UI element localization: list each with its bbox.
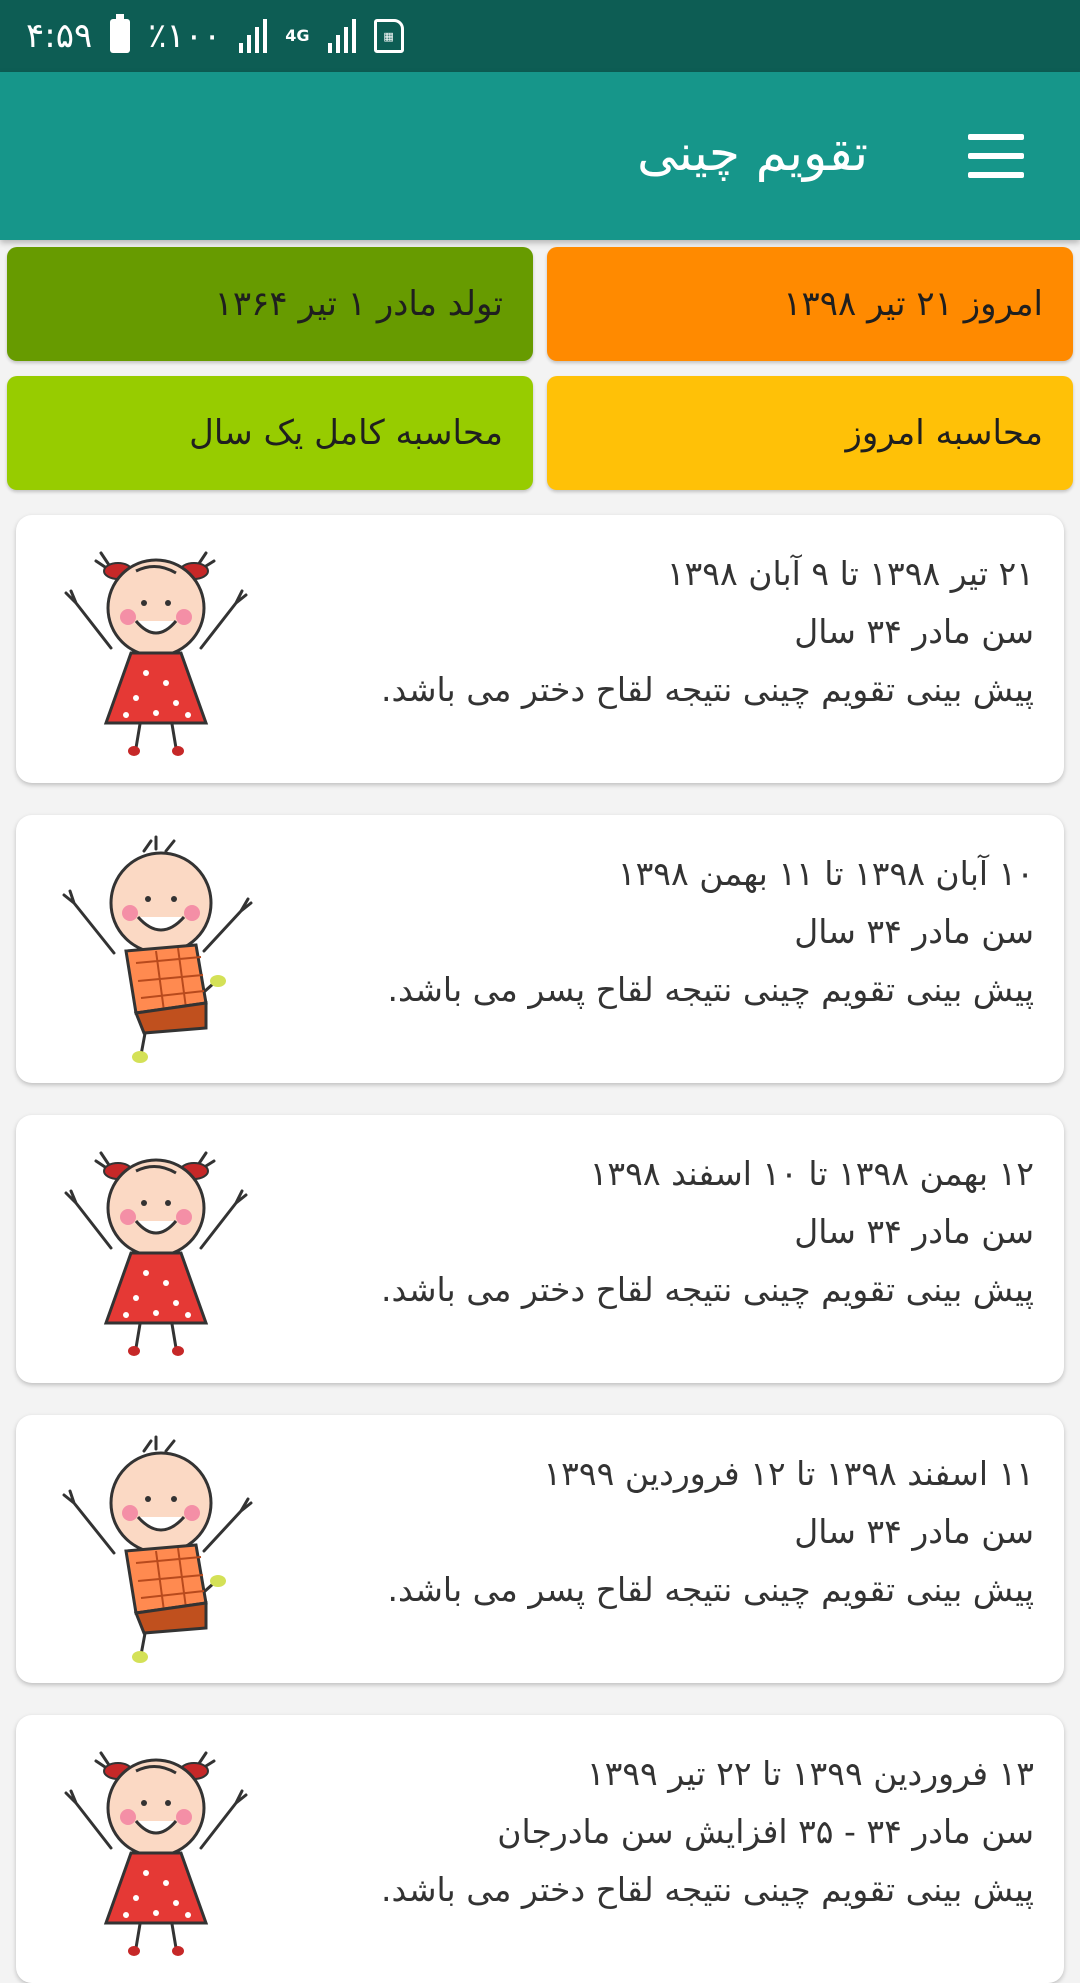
battery-icon	[110, 19, 130, 53]
boy-icon	[56, 833, 256, 1063]
network-type: 4G	[285, 26, 310, 45]
girl-icon	[56, 1133, 256, 1363]
signal-icon-2	[328, 19, 356, 53]
prediction-text: پیش بینی تقویم چینی نتیجه لقاح دختر می باشد.	[381, 1270, 1034, 1309]
calculate-today-button[interactable]: محاسبه امروز	[547, 376, 1073, 490]
status-bar	[0, 0, 1080, 72]
mother-age: سن مادر ۳۴ - ۳۵ افزایش سن مادرجان	[497, 1812, 1034, 1851]
prediction-text: پیش بینی تقویم چینی نتیجه لقاح دختر می باشد.	[381, 670, 1034, 709]
app-bar	[0, 72, 1080, 240]
status-time: ۴:۵۹	[26, 16, 93, 56]
sim-card-icon: ▦	[374, 19, 404, 53]
result-card[interactable]	[16, 1115, 1064, 1383]
girl-icon	[56, 533, 256, 763]
date-range: ۱۱ اسفند ۱۳۹۸ تا ۱۲ فروردین ۱۳۹۹	[543, 1454, 1034, 1493]
date-range: ۱۰ آبان ۱۳۹۸ تا ۱۱ بهمن ۱۳۹۸	[617, 854, 1034, 893]
boy-icon	[56, 1433, 256, 1663]
prediction-text: پیش بینی تقویم چینی نتیجه لقاح دختر می باشد.	[381, 1870, 1034, 1909]
calculate-full-year-button[interactable]: محاسبه کامل یک سال	[7, 376, 533, 490]
hamburger-menu-icon[interactable]	[968, 134, 1024, 178]
signal-icon	[239, 19, 267, 53]
girl-icon	[56, 1733, 256, 1963]
prediction-text: پیش بینی تقویم چینی نتیجه لقاح پسر می باشد.	[387, 1570, 1034, 1609]
date-range: ۱۲ بهمن ۱۳۹۸ تا ۱۰ اسفند ۱۳۹۸	[589, 1154, 1034, 1193]
mother-age: سن مادر ۳۴ سال	[794, 612, 1034, 651]
battery-level: ٪۱۰۰	[148, 16, 222, 56]
mother-age: سن مادر ۳۴ سال	[794, 1212, 1034, 1251]
mother-birth-tile[interactable]: تولد مادر ۱ تیر ۱۳۶۴	[7, 247, 533, 361]
mother-age: سن مادر ۳۴ سال	[794, 1512, 1034, 1551]
result-card[interactable]	[16, 1415, 1064, 1683]
mother-age: سن مادر ۳۴ سال	[794, 912, 1034, 951]
today-date-tile[interactable]: امروز ۲۱ تیر ۱۳۹۸	[547, 247, 1073, 361]
prediction-text: پیش بینی تقویم چینی نتیجه لقاح پسر می باشد.	[387, 970, 1034, 1009]
result-card[interactable]	[16, 515, 1064, 783]
page-title: تقویم چینی	[637, 124, 868, 182]
result-card[interactable]	[16, 1715, 1064, 1983]
result-card[interactable]	[16, 815, 1064, 1083]
date-range: ۲۱ تیر ۱۳۹۸ تا ۹ آبان ۱۳۹۸	[666, 554, 1034, 593]
date-range: ۱۳ فروردین ۱۳۹۹ تا ۲۲ تیر ۱۳۹۹	[586, 1754, 1034, 1793]
